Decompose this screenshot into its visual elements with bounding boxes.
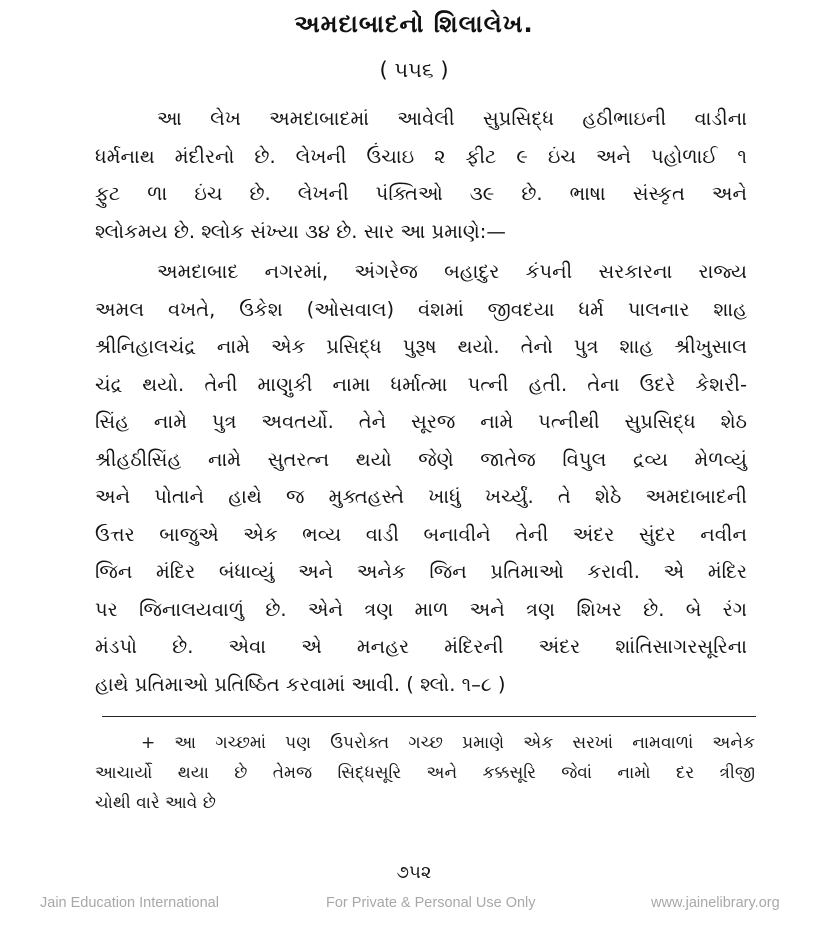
text-line: ધર્મનાથ મંદીરનો છે. લેખની ઉંચાઇ ૨ ફીટ ૯ ઇંચ અને પહોળાઈ ૧: [95, 144, 747, 168]
text-line: અને પોતાને હાથે જ મુક્તહસ્તે ખાધું ખર્ચ્યું. તે શેઠે અમદાબાદની: [95, 485, 747, 508]
watermark-footer: [0, 895, 828, 919]
text-line: અમલ વખતે, ઉકેશ (ઓસવાલ) વંશમાં જીવદયા ધર્મ પાલનાર શાહ: [95, 297, 747, 321]
text-line: સિંહ નામે પુત્ર અવતર્યો. તેને સૂરજ નામે પત્નીથી સુપ્રસિદ્ધ શેઠ: [95, 410, 747, 433]
text-line: અમદાબાદ નગરમાં, અંગરેજ બહાદુર કંપની સરકારના રાજ્ય: [157, 260, 747, 283]
text-line: પર જિનાલયવાળું છે. એને ત્રણ માળ અને ત્રણ શિખર છે. બે રંગ: [95, 597, 747, 621]
text-line: આ લેખ અમદાબાદમાં આવેલી સુપ્રસિદ્ધ હઠીભાઇની વાડીના: [157, 107, 747, 130]
footer-usage-notice: For Private & Personal Use Only: [326, 895, 536, 911]
footnote-line: ચોથી વારે આવે છે: [95, 793, 216, 813]
page-number: ૭૫૨: [396, 862, 432, 883]
footer-website-link[interactable]: www.jainelibrary.org: [651, 895, 780, 911]
text-line: મંડપો છે. એવા એ મનહર મંદિરની અંદર શાંતિસાગરસૂરિના: [95, 635, 747, 658]
footer-publisher: Jain Education International: [40, 895, 219, 911]
text-line: ચંદ્ર થયો. તેની માણુકી નામા ધર્માત્મા પત્ની હતી. તેના ઉદરે કેશરી-: [95, 372, 747, 396]
text-line: હાથે પ્રતિમાઓ પ્રતિષ્ઠિત કરવામાં આવી. ( શ્લો. ૧–૮ ): [95, 672, 506, 696]
text-line: શ્રીહઠીસિંહ નામે સુતરત્ન થયો જેણે જાતેજ વિપુલ દ્રવ્ય મેળવ્યું: [95, 447, 747, 471]
footnote-line: આચાર્યો થયા છે તેમજ સિદ્ધસૂરિ અને કક્કસૂરિ જેવાં નામો દર ત્રીજી: [95, 763, 755, 783]
footnote-divider: [102, 716, 756, 717]
text-line: શ્લોકમય છે. શ્લોક સંખ્યા ૩૪ છે. સાર આ પ્રમાણે:—: [95, 219, 506, 243]
inscription-number: ( ૫૫૬ ): [379, 58, 449, 82]
footnote: [95, 728, 755, 818]
page-title: અમદાબાદનો શિલાલેખ.: [294, 10, 534, 38]
text-line: શ્રીનિહાલચંદ્ર નામે એક પ્રસિદ્ધ પુરૂષ થયો. તેનો પુત્ર શાહ શ્રીખુસાલ: [95, 335, 747, 358]
text-line: જિન મંદિર બંધાવ્યું અને અનેક જિન પ્રતિમાઓ કરાવી. એ મંદિર: [95, 560, 747, 583]
text-line: ઉત્તર બાજુએ એક ભવ્ય વાડી બનાવીને તેની અંદર સુંદર નવીન: [95, 522, 747, 546]
footnote-line: + આ ગચ્છમાં પણ ઉપરોક્ત ગચ્છ પ્રમાણે એક સરખાં નામવાળાં અનેક: [141, 733, 755, 753]
summary-paragraph: [95, 253, 747, 703]
intro-paragraph: [95, 100, 747, 250]
text-line: ફુટ ળા ઇંચ છે. લેખની પંક્તિઓ ૩૯ છે. ભાષા સંસ્કૃત અને: [95, 182, 747, 205]
